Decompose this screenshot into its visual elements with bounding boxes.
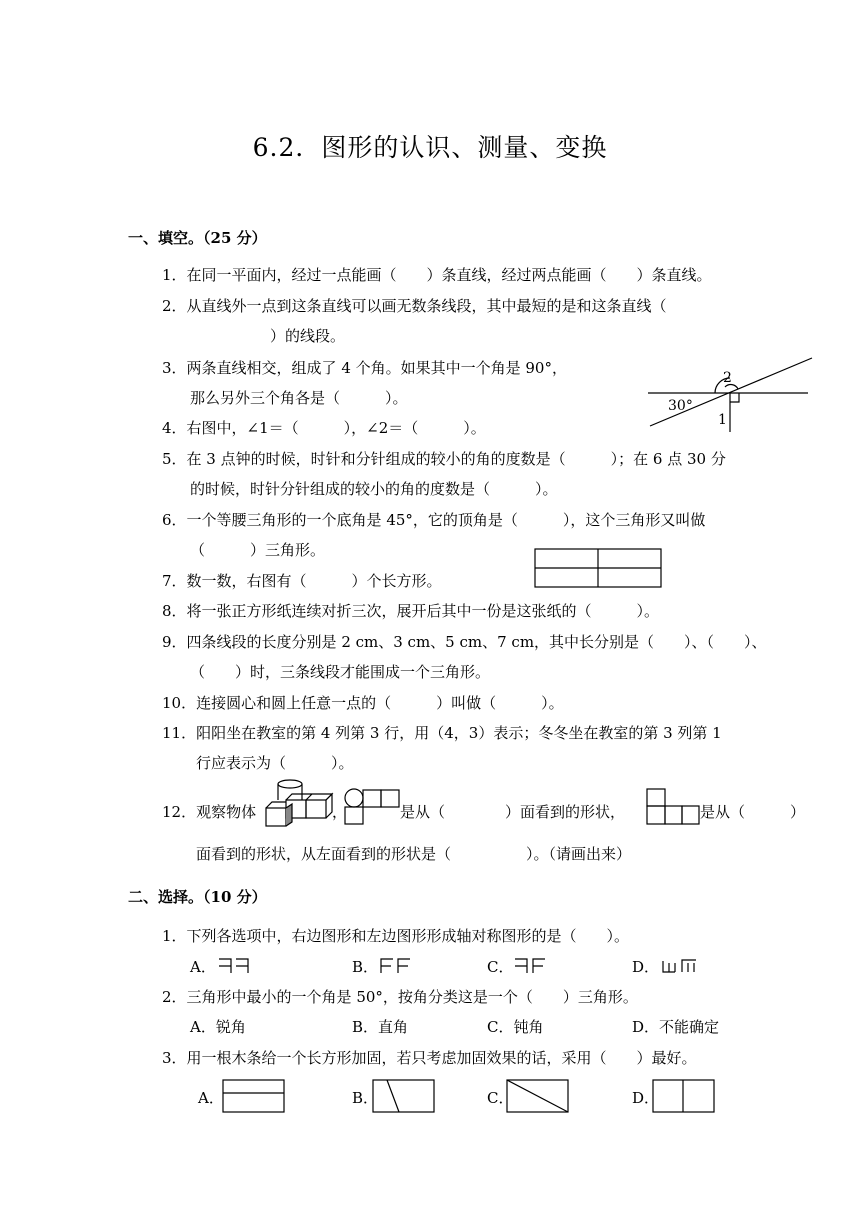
angle-2-label: 2 <box>723 370 732 386</box>
s2-q2-option-a: A．锐角 <box>190 1018 246 1036</box>
s2-q1-option-a: A． <box>190 958 216 976</box>
option-a-glyph <box>218 957 254 975</box>
q12-comma: ， <box>332 803 348 821</box>
front-view-square-1 <box>345 807 363 824</box>
s2-q2-option-c: C．钝角 <box>487 1018 544 1036</box>
q12-top-text: 是从（ ） <box>700 803 806 821</box>
cube-shaded-side <box>286 804 292 826</box>
option-c-shape <box>515 959 545 973</box>
option-b-glyph <box>378 957 414 975</box>
s2-q3-option-d: D． <box>632 1089 660 1107</box>
option-c-glyph <box>514 957 550 975</box>
front-cube-top <box>266 802 286 808</box>
solid-object-figure <box>264 778 334 830</box>
s2-q1-option-b: B． <box>352 958 379 976</box>
option-d-glyph <box>660 957 700 975</box>
option-d-rectangle <box>652 1079 716 1115</box>
option-d-shape <box>663 960 696 972</box>
option-b-rectangle <box>372 1079 436 1115</box>
option-b-rect <box>373 1080 434 1112</box>
s2-q1-option-d: D． <box>632 958 660 976</box>
q6-line-a: 6．一个等腰三角形的一个底角是 45°，它的顶角是（ ），这个三角形又叫做 <box>162 511 706 529</box>
q11-line-b: 行应表示为（ ）。 <box>196 754 354 772</box>
q3-line-b: 那么另外三个角各是（ ）。 <box>190 389 408 407</box>
option-a-rectangle <box>222 1079 286 1115</box>
s2-q3-line: 3．用一根木条给一个长方形加固，若只考虑加固效果的话，采用（ ）最好。 <box>162 1049 697 1067</box>
cube-front-1 <box>266 808 286 826</box>
q5-line-a: 5．在 3 点钟的时候，时针和分针组成的较小的角的度数是（ ）；在 6 点 30 分 <box>162 450 726 468</box>
option-b-brace <box>387 1080 399 1112</box>
s2-q2-option-d: D．不能确定 <box>632 1018 720 1036</box>
q4-line: 4．右图中，∠1＝（ ），∠2＝（ ）。 <box>162 419 486 437</box>
q7-line: 7．数一数，右图有（ ）个长方形。 <box>162 572 442 590</box>
q8-line: 8．将一张正方形纸连续对折三次，展开后其中一份是这张纸的（ ）。 <box>162 602 660 620</box>
q12-prefix: 12．观察物体 <box>162 803 257 821</box>
cylinder-top <box>278 780 302 788</box>
top-view-square-2 <box>647 806 665 824</box>
rectangle-grid-figure <box>534 548 664 590</box>
angle-30-label: 30° <box>668 398 693 414</box>
q5-line-b: 的时候，时针分针组成的较小的角的度数是（ ）。 <box>190 480 558 498</box>
option-a-rect <box>223 1080 284 1112</box>
cube-front-3 <box>306 800 326 818</box>
s2-q1-line: 1．下列各选项中，右边图形和左边图形形成轴对称图形的是（ ）。 <box>162 927 630 945</box>
q2-line-b: ）的线段。 <box>270 327 346 345</box>
q3-line-a: 3．两条直线相交，组成了 4 个角。如果其中一个角是 90°， <box>162 359 567 377</box>
option-b-shape <box>381 959 410 973</box>
cube-side <box>326 794 332 818</box>
q1-line: 1．在同一平面内，经过一点能画（ ）条直线，经过两点能画（ ）条直线。 <box>162 266 712 284</box>
s2-q3-option-a: A． <box>198 1089 224 1107</box>
q11-line-a: 11．阳阳坐在教室的第 4 列第 3 行，用（4，3）表示；冬冬坐在教室的第 3 列第 1 <box>162 724 722 742</box>
top-view-square-3 <box>665 806 682 824</box>
option-c-rectangle <box>506 1079 570 1115</box>
page-title: 6.2．图形的认识、测量、变换 <box>252 133 608 162</box>
front-view-square-2 <box>363 790 381 807</box>
s2-q2-line: 2．三角形中最小的一个角是 50°，按角分类这是一个（ ）三角形。 <box>162 988 638 1006</box>
top-view-square-1 <box>647 789 665 806</box>
s2-q1-option-c: C． <box>487 958 514 976</box>
option-c-brace <box>507 1080 568 1112</box>
q6-line-b: （ ）三角形。 <box>190 541 326 559</box>
intersecting-lines-figure <box>648 356 818 436</box>
right-angle-mark <box>730 393 739 402</box>
q2-line-a: 2．从直线外一点到这条直线可以画无数条线段，其中最短的是和这条直线（ <box>162 297 667 315</box>
q9-line-a: 9．四条线段的长度分别是 2 cm、3 cm、5 cm、7 cm，其中长分别是（ ）、（ ）、 <box>162 633 767 651</box>
front-view-figure <box>344 788 402 826</box>
top-view-figure <box>646 788 702 828</box>
slanted-line <box>650 358 812 426</box>
front-view-square-3 <box>381 790 399 807</box>
q12-line-b: 面看到的形状，从左面看到的形状是（ ）。（请画出来） <box>196 845 632 863</box>
front-view-circle <box>345 789 363 807</box>
s2-q3-option-c: C． <box>487 1089 514 1107</box>
angle-1-label: 1 <box>718 412 727 428</box>
section-2-heading: 二、选择。（10 分） <box>128 888 267 906</box>
top-view-square-4 <box>682 806 699 824</box>
option-a-shape <box>219 959 248 973</box>
q9-line-b: （ ）时，三条线段才能围成一个三角形。 <box>190 663 491 681</box>
q10-line: 10．连接圆心和圆上任意一点的（ ）叫做（ ）。 <box>162 694 564 712</box>
q12-front-text: 是从（ ）面看到的形状， <box>400 803 626 821</box>
section-1-heading: 一、填空。（25 分） <box>128 229 267 247</box>
s2-q2-option-b: B．直角 <box>352 1018 409 1036</box>
s2-q3-option-b: B． <box>352 1089 379 1107</box>
cube-tops <box>286 794 332 800</box>
